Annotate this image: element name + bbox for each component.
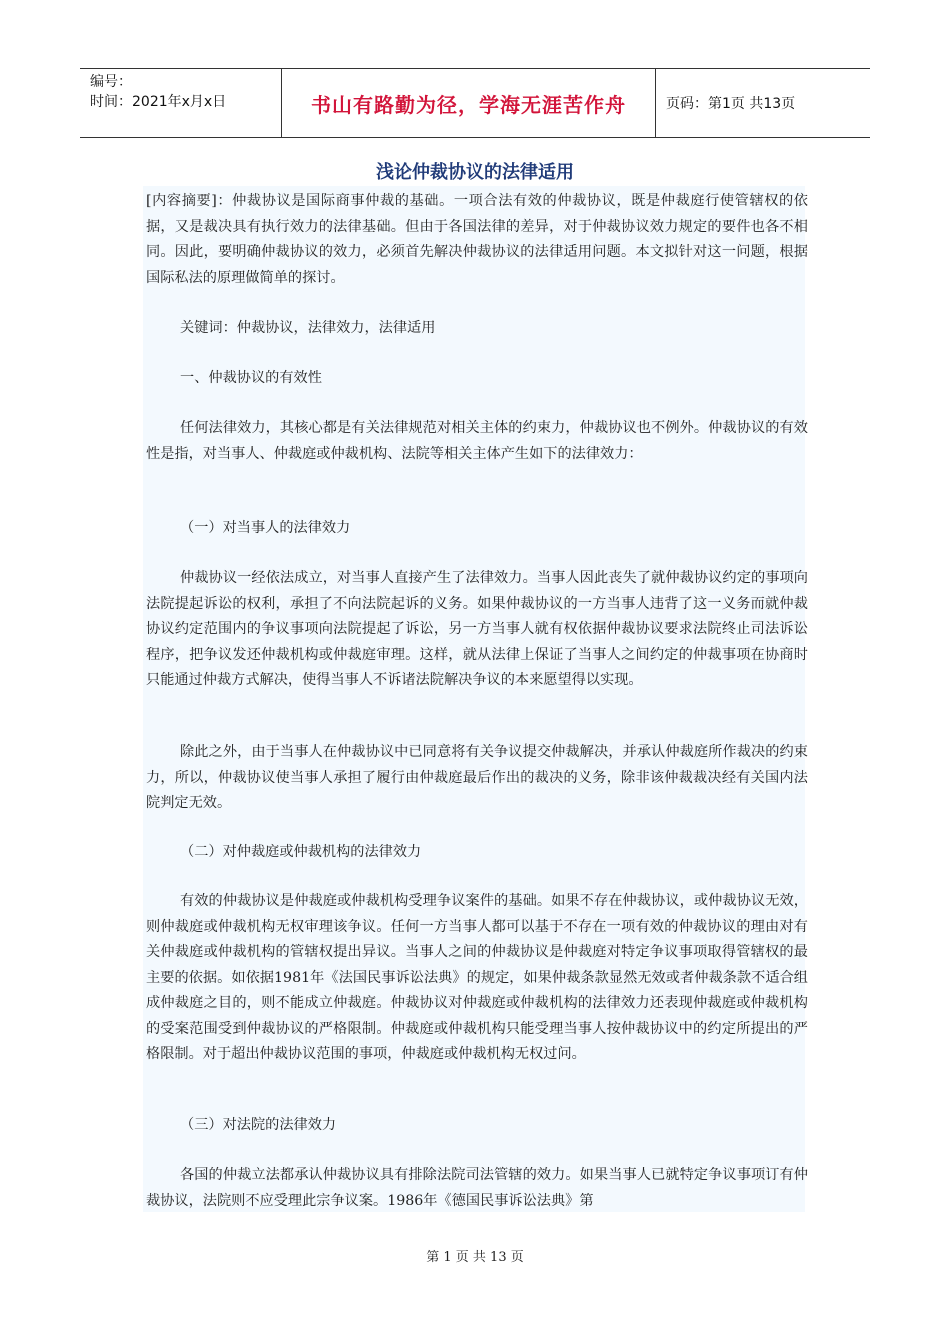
header-meta [80,69,282,137]
document-time-label: 时间：2021年x月x日 [90,94,227,110]
header-page-cell [656,69,870,137]
document-title: 浅论仲裁协议的法律适用 [376,162,574,183]
subsection-heading-2: （二）对仲裁庭或仲裁机构的法律效力 [180,844,422,860]
header-page-info: 页码：第1页 共13页 [666,96,796,112]
header-motto: 书山有路勤为径，学海无涯苦作舟 [311,92,626,117]
keywords-paragraph: 关键词：仲裁协议，法律效力，法律适用 [180,320,436,336]
body-paragraph: 任何法律效力，其核心都是有关法律规范对相关主体的约束力，仲裁协议也不例外。仲裁协议的有效性是指，对当事人、仲裁庭或仲裁机构、法院等相关主体产生如下的法律效力： [146,420,808,462]
subsection-heading-1: （一）对当事人的法律效力 [180,520,351,536]
document-number-label: 编号： [90,74,132,90]
page-footer: 第 1 页 共 13 页 [426,1250,524,1265]
section-heading-1: 一、仲裁协议的有效性 [180,370,322,386]
body-paragraph: 除此之外，由于当事人在仲裁协议中已同意将有关争议提交仲裁解决，并承认仲裁庭所作裁决的约束力，所以，仲裁协议使当事人承担了履行由仲裁庭最后作出的裁决的义务，除非该仲裁裁决经有关国内法院判定无效。 [146,744,808,811]
subsection-heading-3: （三）对法院的法律效力 [180,1117,337,1133]
body-paragraph: 仲裁协议一经依法成立，对当事人直接产生了法律效力。当事人因此丧失了就仲裁协议约定的事项向法院提起诉讼的权利，承担了不向法院起诉的义务。如果仲裁协议的一方当事人违背了这一义务而就仲裁协议约定范围内的争议事项向法院提起了诉讼，另一方当事人就有权依据仲裁协议要求法院终止司法诉讼程序，把争议发还仲裁机构或仲裁庭审理。这样，就从法律上保证了当事人之间约定的仲裁事项在协商时只能通过仲裁方式解决，使得当事人不诉诸法院解决争议的本来愿望得以实现。 [146,570,808,688]
abstract-paragraph: [内容摘要]：仲裁协议是国际商事仲裁的基础。一项合法有效的仲裁协议，既是仲裁庭行使管辖权的依据，又是裁决具有执行效力的法律基础。但由于各国法律的差异，对于仲裁协议效力规定的要件也各不相同。因此，要明确仲裁协议的效力，必须首先解决仲裁协议的法律适用问题。本文拟针对这一问题，根据国际私法的原理做简单的探讨。 [146,193,808,286]
header-table [80,68,870,138]
header-motto-cell [282,69,656,137]
body-paragraph: 各国的仲裁立法都承认仲裁协议具有排除法院司法管辖的效力。如果当事人已就特定争议事项订有仲裁协议，法院则不应受理此宗争议案。1986年《德国民事诉讼法典》第 [146,1167,808,1209]
body-paragraph: 有效的仲裁协议是仲裁庭或仲裁机构受理争议案件的基础。如果不存在仲裁协议，或仲裁协议无效，则仲裁庭或仲裁机构无权审理该争议。任何一方当事人都可以基于不存在一项有效的仲裁协议的理由对有关仲裁庭或仲裁机构的管辖权提出异议。当事人之间的仲裁协议是仲裁庭对特定争议事项取得管辖权的最主要的依据。如依据1981年《法国民事诉讼法典》的规定，如果仲裁条款显然无效或者仲裁条款不适合组成仲裁庭之目的，则不能成立仲裁庭。仲裁协议对仲裁庭或仲裁机构的法律效力还表现仲裁庭或仲裁机构的受案范围受到仲裁协议的严格限制。仲裁庭或仲裁机构只能受理当事人按仲裁协议中的约定所提出的严格限制。对于超出仲裁协议范围的事项，仲裁庭或仲裁机构无权过问。 [146,893,808,1062]
